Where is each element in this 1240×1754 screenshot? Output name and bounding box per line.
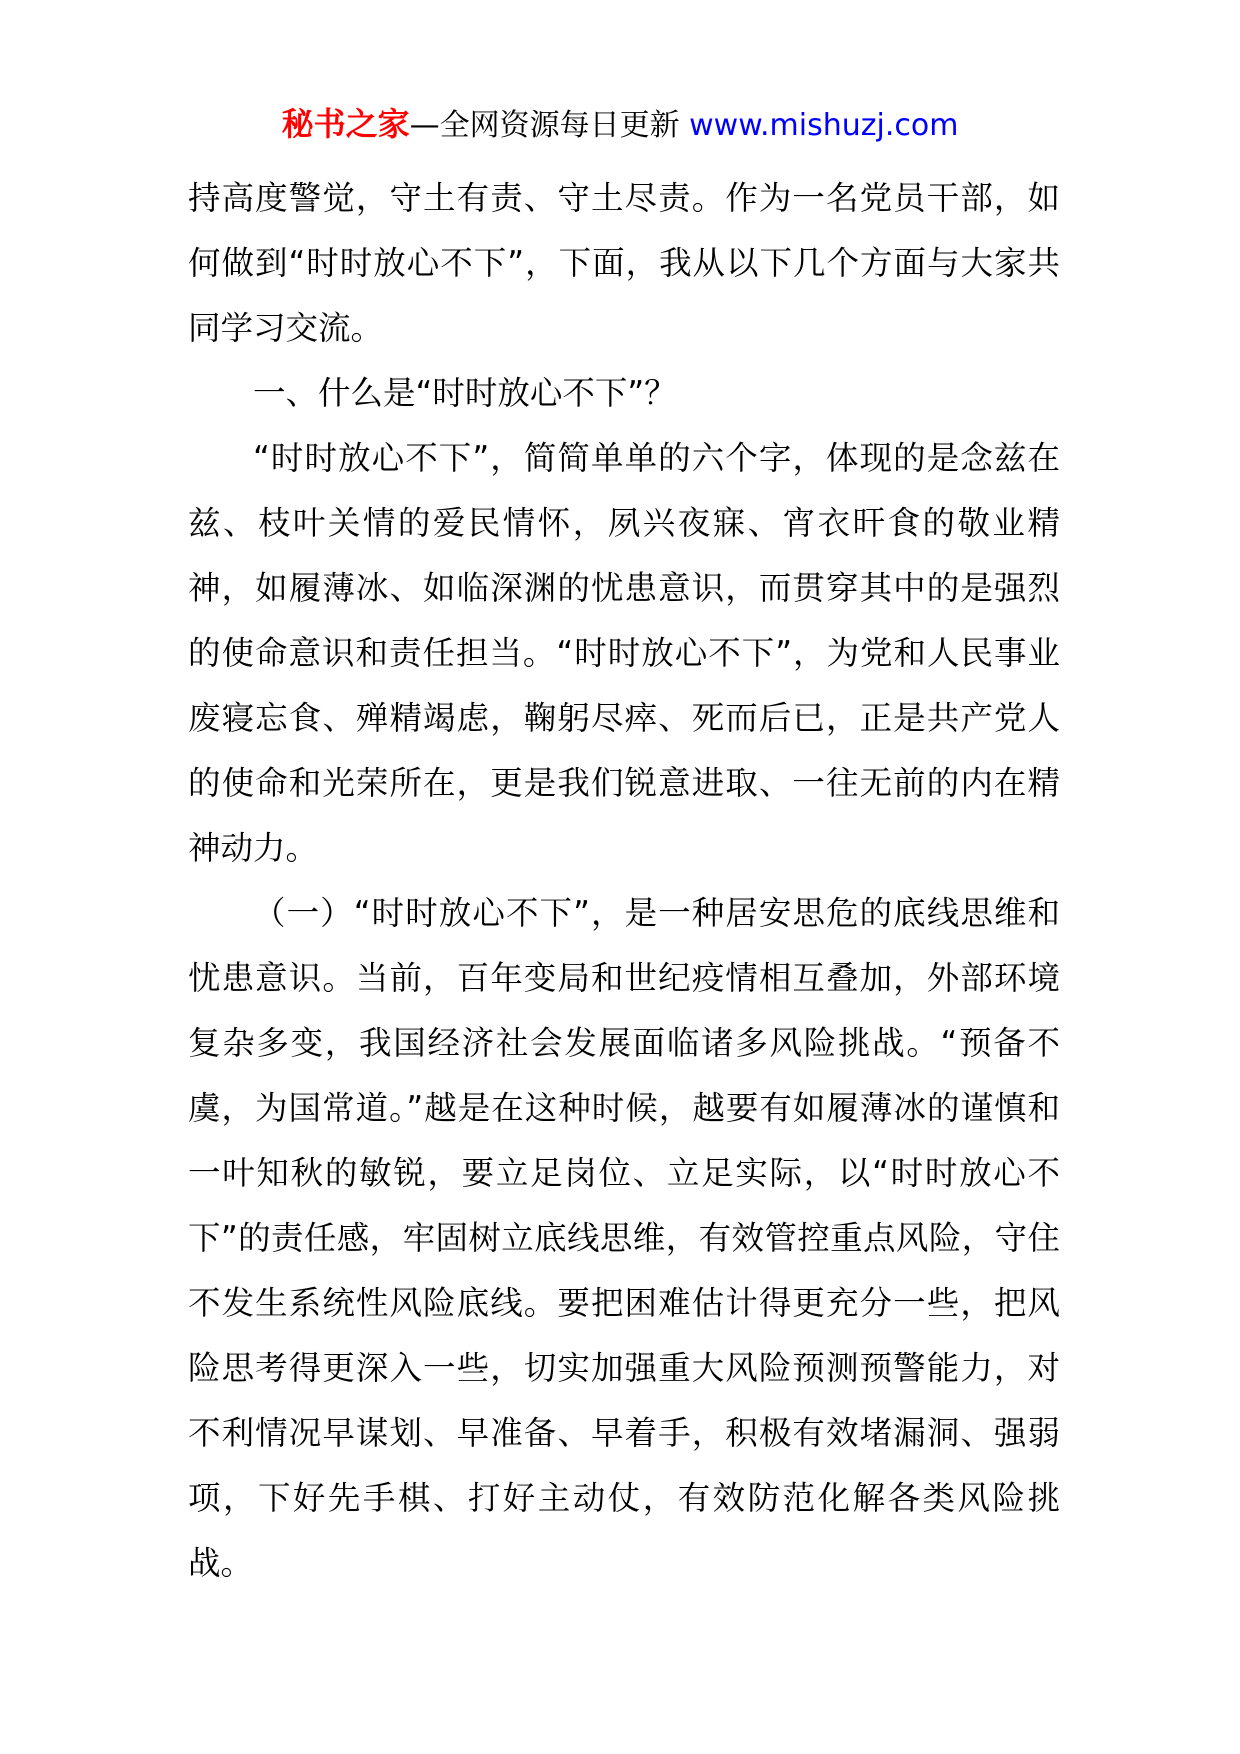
subsection-paragraph: （一）“时时放心不下”，是一种居安思危的底线思维和忧患意识。当前，百年变局和世纪疫情相互叠加，外部环境复杂多变，我国经济社会发展面临诸多风险挑战。“预备不虞，为国常道。”越是在这种时候，越要有如履薄冰的谨慎和一叶知秋的敏锐，要立足岗位、立足实际，以“时时放心不下”的责任感，牢固树立底线思维，有效管控重点风险，守住不发生系统性风险底线。要把困难估计得更充分一些，把风险思考得更深入一些，切实加强重大风险预测预警能力，对不利情况早谋划、早准备、早着手，积极有效堵漏洞、强弱项，下好先手棋、打好主动仗，有效防范化解各类风险挑战。 bbox=[188, 894, 1060, 1582]
paragraph: “时时放心不下”，简简单单的六个字，体现的是念兹在兹、枝叶关情的爱民情怀，夙兴夜寐、宵衣旰食的敬业精神，如履薄冰、如临深渊的忧患意识，而贯穿其中的是强烈的使命意识和责任担当。“时时放心不下”，为党和人民事业废寝忘食、殚精竭虑，鞠躬尽瘁、死而后已，正是共产党人的使命和光荣所在，更是我们锐意进取、一往无前的内在精神动力。 bbox=[188, 439, 1060, 867]
header-url-link[interactable]: www.mishuzj.com bbox=[689, 108, 959, 143]
page-header bbox=[0, 102, 1240, 148]
header-slogan: —全网资源每日更新 bbox=[409, 108, 690, 143]
document-body bbox=[188, 166, 1060, 1596]
header-brand: 秘书之家 bbox=[281, 105, 410, 143]
paragraph-continued: 持高度警觉，守土有责、守土尽责。作为一名党员干部，如何做到“时时放心不下”，下面，我从以下几个方面与大家共同学习交流。 bbox=[188, 179, 1060, 347]
section-heading: 一、什么是“时时放心不下”？ bbox=[253, 374, 677, 412]
